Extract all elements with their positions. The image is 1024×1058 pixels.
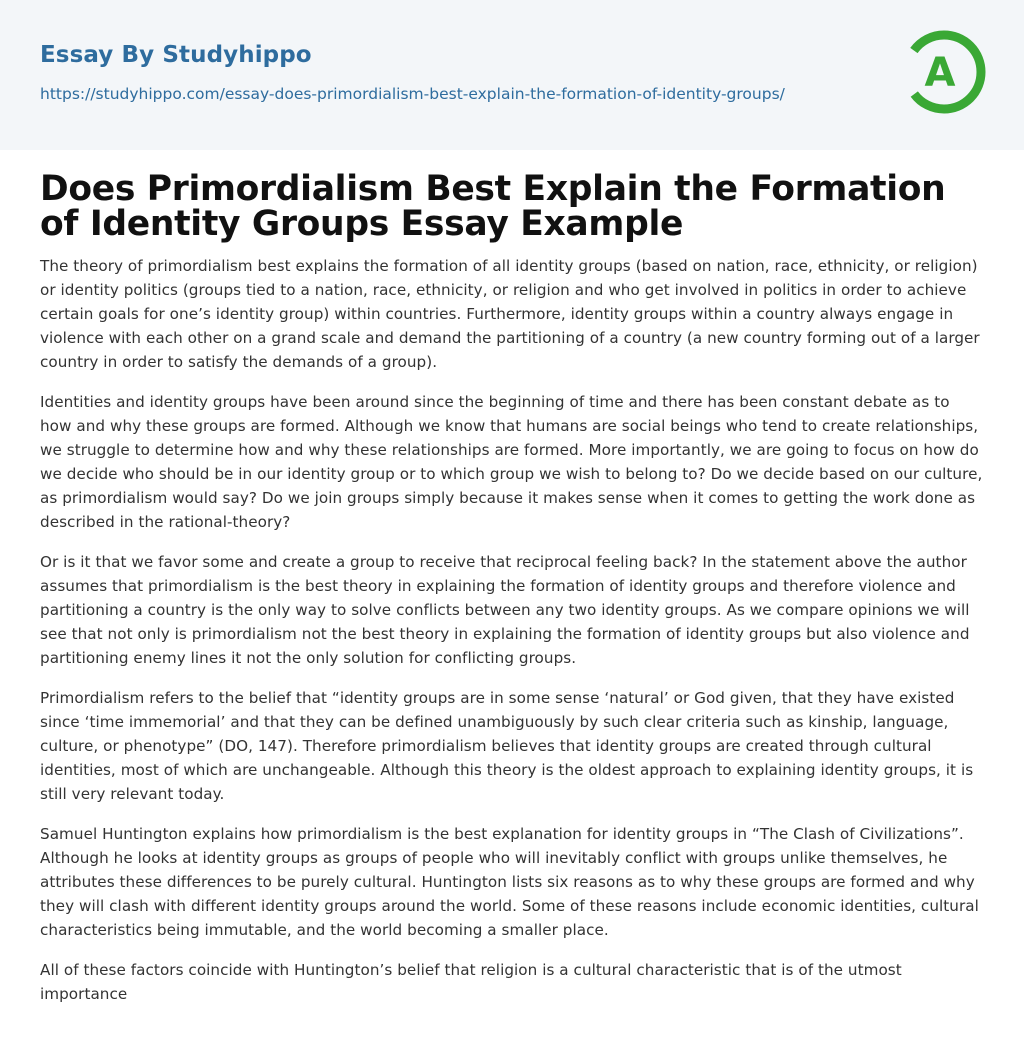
article-title: Does Primordialism Best Explain the Formation of Identity Groups Essay Example bbox=[40, 169, 946, 244]
article-paragraph: The theory of primordialism best explains the formation of all identity groups (based on nation, race, ethnicity, or religion) or identity politics (groups tied to a nation, race, ethnicity, or religion and who get involved in politics in order to achieve certain goals for one’s identity group) within countries. Furthermore, identity groups within a country always engage in violence with each other on a grand scale and demand the partitioning of a country (a new country forming out of a larger country in order to satisfy the demands of a group). bbox=[40, 257, 980, 371]
article bbox=[0, 150, 1024, 1006]
site-title[interactable]: Essay By Studyhippo bbox=[40, 42, 312, 68]
article-paragraph: Primordialism refers to the belief that “identity groups are in some sense ‘natural’ or God given, that they have existed since ‘time immemorial’ and that they can be defined unambiguously by such clear criteria such as kinship, language, culture, or phenotype” (DO, 147). Therefore primordialism believes that identity groups are created through cultural identities, most of which are unchangeable. Although this theory is the oldest approach to explaining identity groups, it is still very relevant today. bbox=[40, 689, 974, 803]
logo-letter: A bbox=[924, 50, 956, 96]
article-paragraph: Identities and identity groups have been around since the beginning of time and there has been constant debate as to how and why these groups are formed. Although we know that humans are social beings who tend to create relationships, we struggle to determine how and why these relationships are formed. More importantly, we are going to focus on how do we decide who should be in our identity group or to which group we wish to belong to? Do we decide based on our culture, as primordialism would say? Do we join groups simply because it makes sense when it comes to getting the work done as described in the rational-theory? bbox=[40, 393, 983, 531]
article-paragraph: All of these factors coincide with Huntington’s belief that religion is a cultural characteristic that is of the utmost importance bbox=[40, 961, 902, 1003]
site-header bbox=[0, 0, 1024, 150]
studyhippo-logo-icon[interactable] bbox=[898, 28, 986, 116]
article-paragraph: Or is it that we favor some and create a group to receive that reciprocal feeling back? In the statement above the author assumes that primordialism is the best theory in explaining the formation of identity groups and therefore violence and partitioning a country is the only way to solve conflicts between any two identity groups. As we compare opinions we will see that not only is primordialism not the best theory in explaining the formation of identity groups but also violence and partitioning enemy lines it not the only solution for conflicting groups. bbox=[40, 553, 970, 667]
article-paragraph: Samuel Huntington explains how primordialism is the best explanation for identity groups in “The Clash of Civilizations”. Although he looks at identity groups as groups of people who will inevitably conflict with groups unlike themselves, he attributes these differences to be purely cultural. Huntington lists six reasons as to why these groups are formed and why they will clash with different identity groups around the world. Some of these reasons include economic identities, cultural characteristics being immutable, and the world becoming a smaller place. bbox=[40, 825, 979, 939]
source-url-link[interactable]: https://studyhippo.com/essay-does-primordialism-best-explain-the-formation-of-identity-groups/ bbox=[40, 85, 785, 103]
